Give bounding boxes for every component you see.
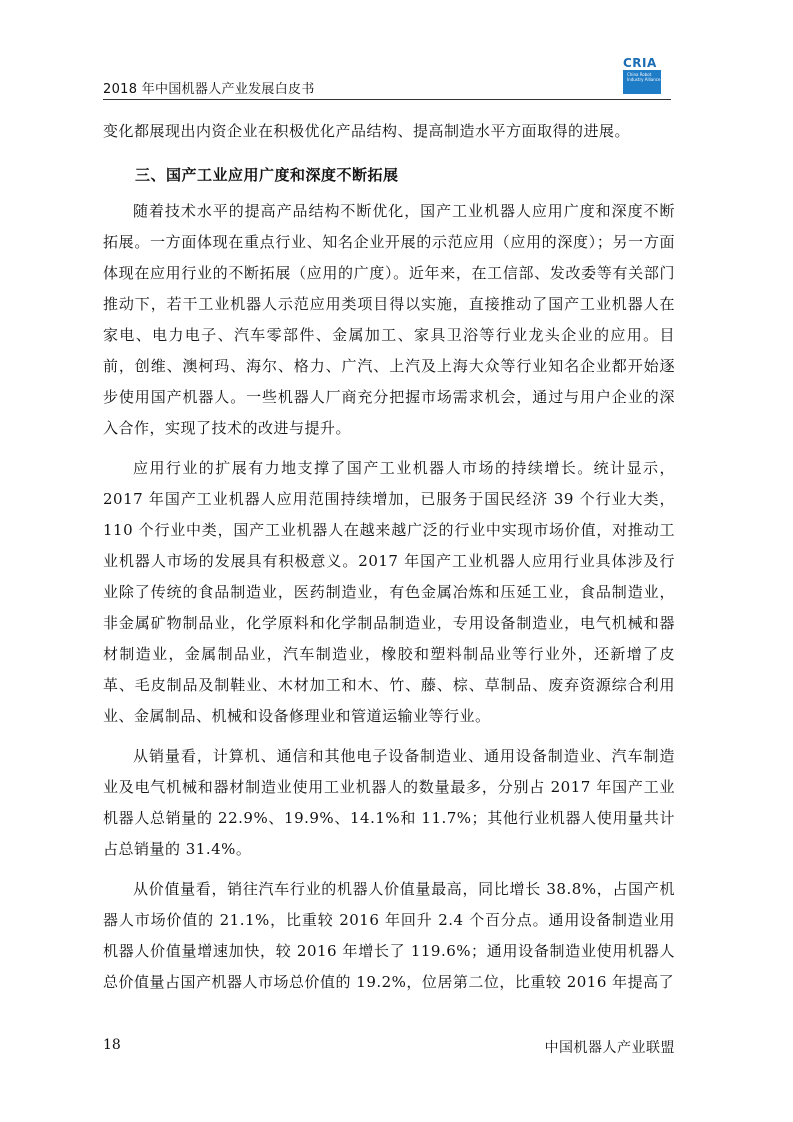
logo-text: CRIA [623, 56, 657, 70]
header-divider [103, 99, 671, 100]
body-paragraph-3: 从销量看，计算机、通信和其他电子设备制造业、通用设备制造业、汽车制造业及电气机械和器材制造业使用工业机器人的数量最多，分别占 2017 年国产工业机器人总销量的 22.9%、19.9%、14.1%和 11.7%；其他行业机器人使用量共计占总销量的 31.4%。 [103, 747, 675, 858]
page-header [103, 56, 671, 100]
footer-organization: 中国机器人产业联盟 [544, 1040, 675, 1056]
body-paragraph-2: 应用行业的扩展有力地支撑了国产工业机器人市场的持续增长。统计显示，2017 年国产工业机器人应用范围持续增加，已服务于国民经济 39 个行业大类，110 个行业中类，国产工业机器人在越来越广泛的行业中实现市场价值，对推动工业机器人市场的发展具有积极意义。2017 年国产工业机器人应用行业具体涉及行业除了传统的食品制造业，医药制造业，有色金属冶炼和压延工业，食品制造业，非金属矿物制品业，化学原料和化学制品制造业，专用设备制造业，电气机械和器材制造业，金属制品业，汽车制造业，橡胶和塑料制品业等行业外，还新增了皮革、毛皮制品及制鞋业、木材加工和木、竹、藤、棕、草制品、废弃资源综合利用业、金属制品、机械和设备修理业和管道运输业等行业。 [103, 459, 675, 725]
logo-box [623, 70, 661, 94]
header-title: 2018 年中国机器人产业发展白皮书 [103, 82, 315, 97]
logo-subtext: China Robot Industry Alliance [627, 72, 661, 82]
body-paragraph-4: 从价值量看，销往汽车行业的机器人价值量最高，同比增长 38.8%，占国产机器人市场价值的 21.1%，比重较 2016 年回升 2.4 个百分点。通用设备制造业用机器人价值量增速加快，较 2016 年增长了 119.6%；通用设备制造业使用机器人总价值量占国产机器人市场总价值的 19.2%，位居第二位，比重较 2016 年提高了 [103, 880, 675, 991]
intro-paragraph: 变化都展现出内资企业在积极优化产品结构、提高制造水平方面取得的进展。 [103, 122, 631, 140]
cria-logo [623, 56, 661, 94]
body-paragraph-1: 随着技术水平的提高产品结构不断优化，国产工业机器人应用广度和深度不断拓展。一方面体现在重点行业、知名企业开展的示范应用（应用的深度）；另一方面体现在应用行业的不断拓展（应用的广度）。近年来，在工信部、发改委等有关部门推动下，若干工业机器人示范应用类项目得以实施，直接推动了国产工业机器人在家电、电力电子、汽车零部件、金属加工、家具卫浴等行业龙头企业的应用。目前，创维、澳柯玛、海尔、格力、广汽、上汽及上海大众等行业知名企业都开始逐步使用国产机器人。一些机器人厂商充分把握市场需求机会，通过与用户企业的深入合作，实现了技术的改进与提升。 [103, 202, 675, 437]
page-number: 18 [103, 1037, 121, 1053]
page-body [103, 116, 675, 998]
section-heading: 三、国产工业应用广度和深度不断拓展 [135, 166, 399, 184]
